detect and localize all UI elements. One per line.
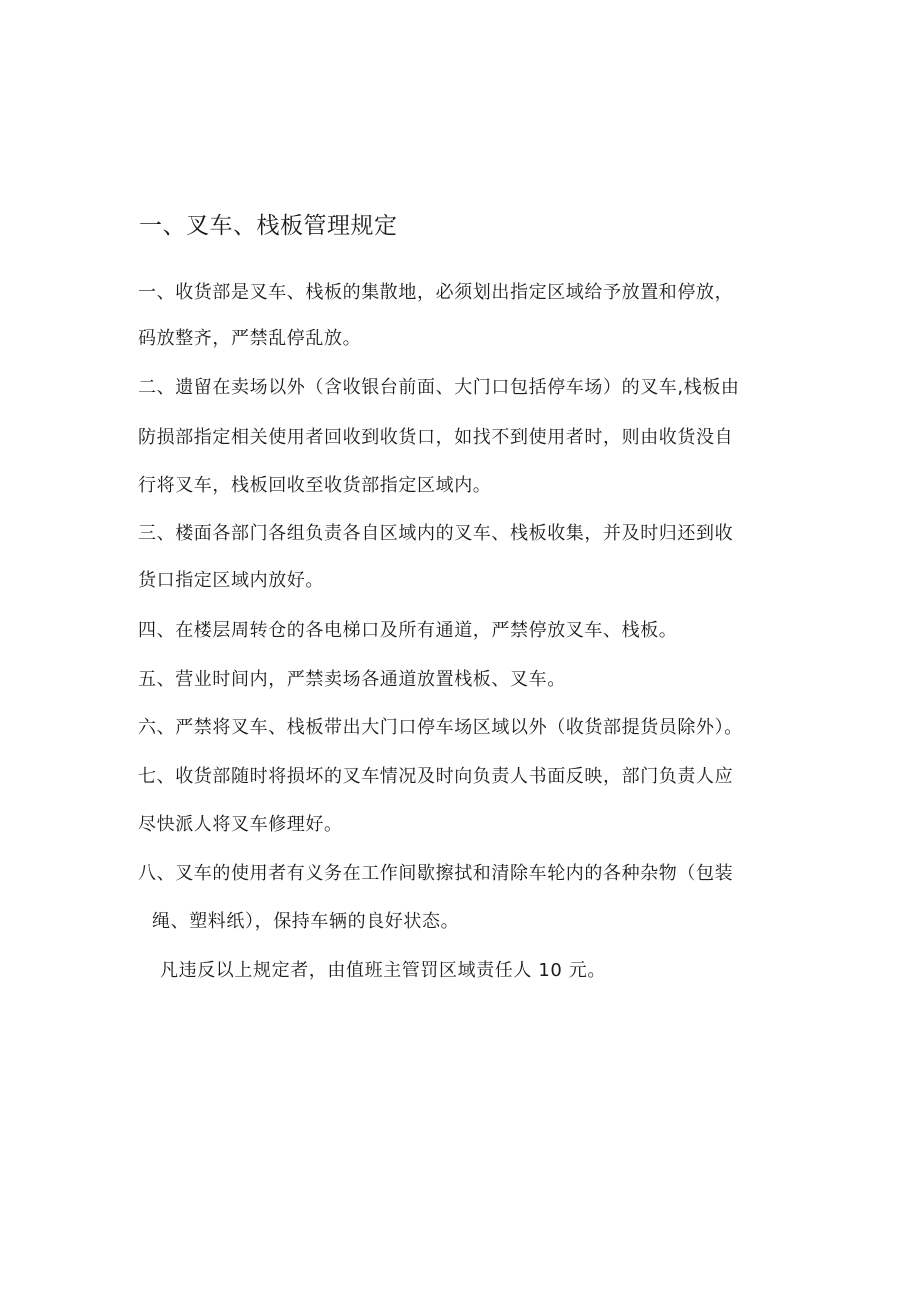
rule-1-line-2: 码放整齐，严禁乱停乱放。	[138, 328, 362, 349]
rule-3-line-1: 三、楼面各部门各组负责各自区域内的叉车、栈板收集，并及时归还到收	[138, 523, 734, 544]
rule-1-line-1: 一、收货部是叉车、栈板的集散地，必须划出指定区域给予放置和停放，	[138, 282, 734, 303]
rule-7-line-1: 七、收货部随时将损坏的叉车情况及时向负责人书面反映，部门负责人应	[138, 766, 734, 787]
rule-2-line-1: 二、遗留在卖场以外（含收银台前面、大门口包括停车场）的叉车,栈板由	[138, 377, 740, 398]
rule-8-line-2: 绳、塑料纸），保持车辆的良好状态。	[152, 911, 460, 932]
rule-2-line-2: 防损部指定相关使用者回收到收货口，如找不到使用者时，则由收货没自	[138, 427, 734, 448]
rule-6-line-1: 六、严禁将叉车、栈板带出大门口停车场区域以外（收货部提货员除外）。	[138, 717, 743, 738]
rule-2-line-3: 行将叉车，栈板回收至收货部指定区域内。	[138, 475, 492, 496]
penalty-note: 凡违反以上规定者，由值班主管罚区域责任人 10 元。	[160, 960, 606, 981]
rule-5-line-1: 五、营业时间内，严禁卖场各通道放置栈板、叉车。	[138, 669, 566, 690]
rule-8-line-1: 八、叉车的使用者有义务在工作间歇擦拭和清除车轮内的各种杂物（包装	[138, 863, 734, 884]
rule-7-line-2: 尽快派人将叉车修理好。	[138, 814, 343, 835]
rule-3-line-2: 货口指定区域内放好。	[138, 570, 324, 591]
rule-4-line-1: 四、在楼层周转仓的各电梯口及所有通道，严禁停放叉车、栈板。	[138, 620, 678, 641]
document-title: 一、叉车、栈板管理规定	[139, 213, 398, 239]
